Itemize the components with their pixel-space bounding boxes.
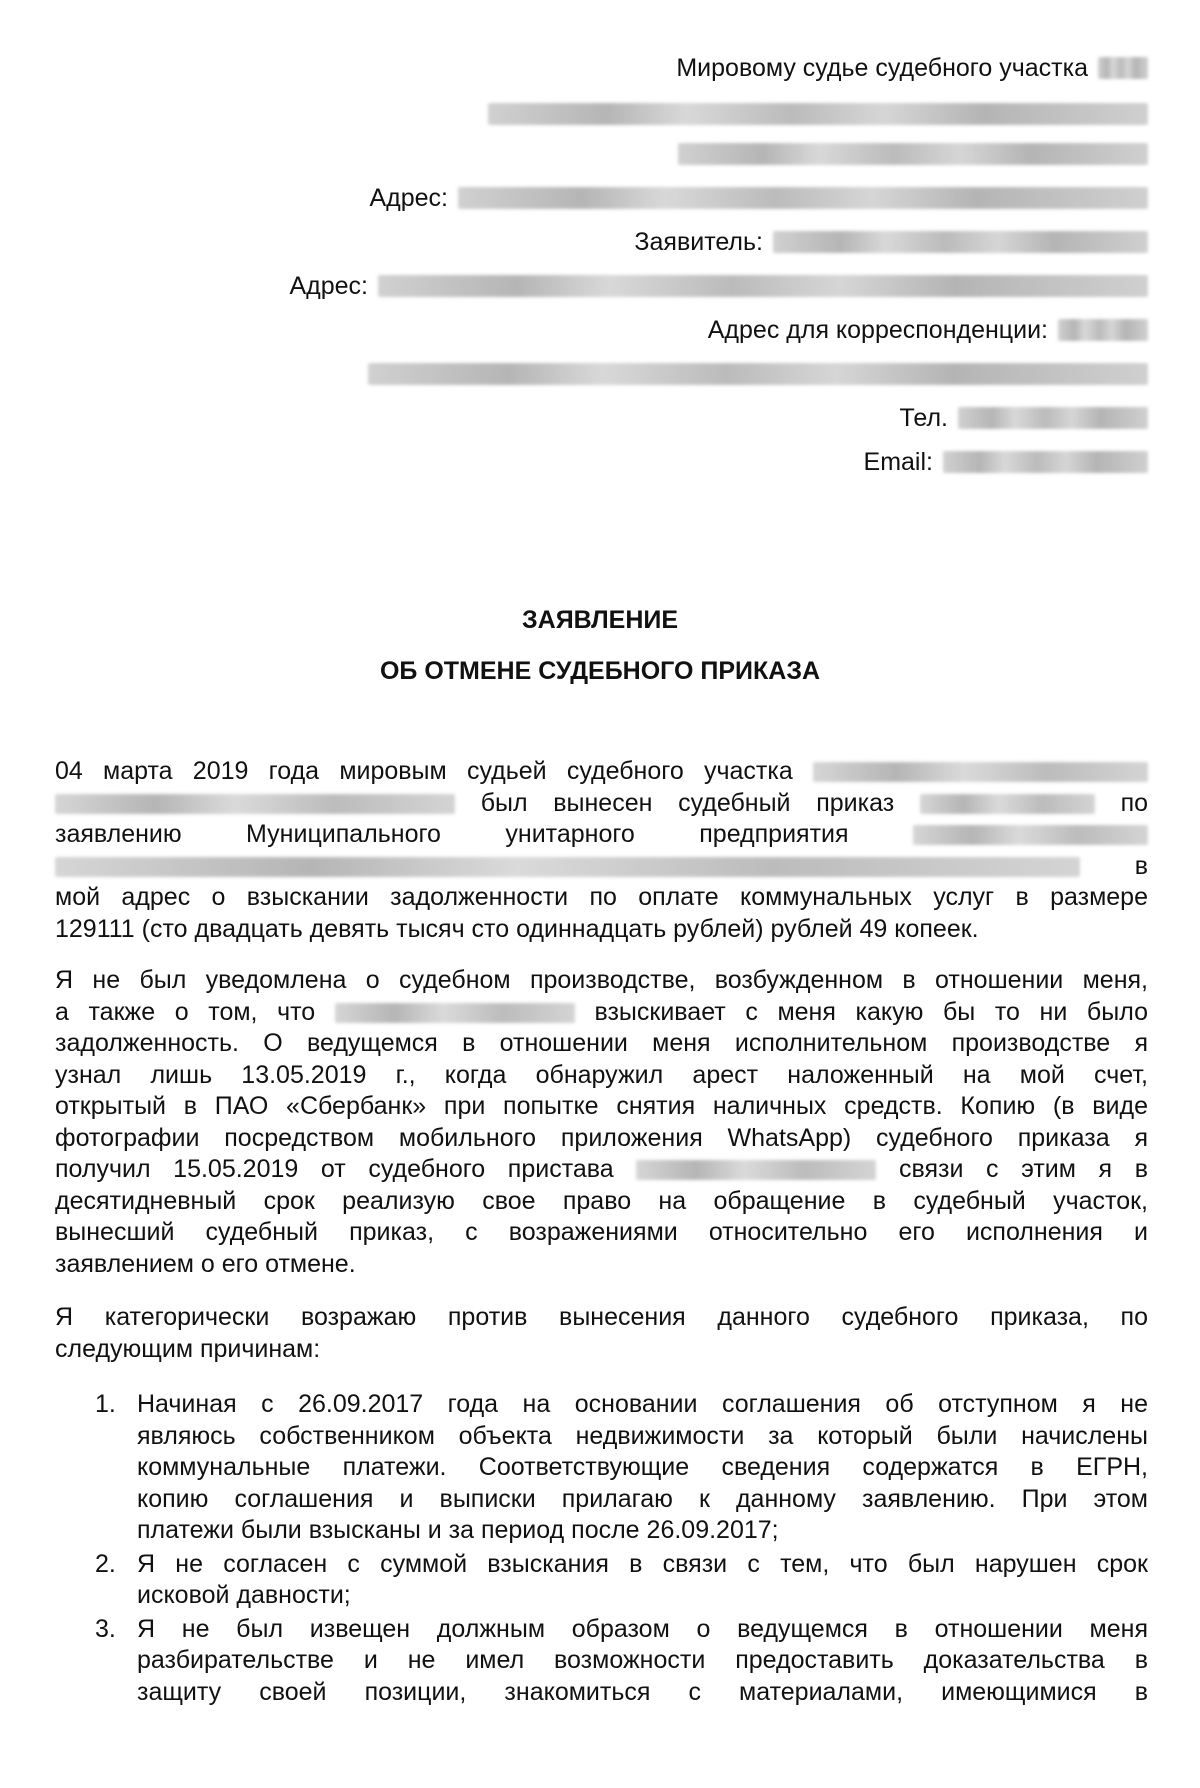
p2-text-7a: получил 15.05.2019 от судебного пристава: [55, 1155, 614, 1183]
list-item-number: 3.: [95, 1614, 116, 1643]
header-judge-line: [676, 48, 1148, 88]
header-email-line: [864, 442, 1148, 482]
redacted-bailiff-name: [636, 1160, 876, 1180]
p2-line-8: десятидневный срок реализую свое право на обращение в судебный участок,: [55, 1186, 1148, 1215]
redacted-email: [943, 451, 1148, 473]
paragraph-2: [55, 965, 1148, 1280]
redacted-creditor-name: [335, 1003, 575, 1023]
header-phone-line: [900, 398, 1148, 438]
p3-line-1: Я категорически возражаю против вынесения данного судебного приказа, по: [55, 1303, 1148, 1331]
list-item: [55, 1549, 1148, 1612]
list-item-number: 1.: [95, 1390, 116, 1418]
p2-line-3: задолженность. О ведущемся в отношении меня исполнительном производстве я: [55, 1029, 1148, 1057]
header-court-line-3: [668, 134, 1148, 174]
applicant-label: Заявитель:: [634, 227, 763, 256]
phone-label: Тел.: [899, 403, 948, 432]
email-label: Email:: [863, 447, 933, 476]
p2-line-6: фотографии посредством мобильного приложения WhatsApp) судебного приказа я: [55, 1123, 1148, 1152]
header-correspondence-line-2: [358, 354, 1148, 394]
p2-text-2b: взыскивает с меня какую бы то ни было: [594, 997, 1148, 1026]
list-item-line: коммунальные платежи. Соответствующие сведения содержатся в ЕГРН,: [137, 1453, 1148, 1481]
list-item-line: защиту своей позиции, знакомиться с материалами, имеющимися в: [137, 1677, 1148, 1706]
p2-line-5: открытый в ПАО «Сбербанк» при попытке снятия наличных средств. Копию (в виде: [55, 1092, 1148, 1120]
document-subtitle: ОБ ОТМЕНЕ СУДЕБНОГО ПРИКАЗА: [379, 657, 821, 685]
redacted-enterprise-name: [913, 825, 1148, 845]
redacted-court-number: [1098, 57, 1148, 79]
p2-text-2a: а также о том, что: [55, 997, 316, 1026]
p2-line-9: вынесший судебный приказ, с возражениями относительно его исполнения и: [55, 1218, 1148, 1246]
redacted-correspondence-index: [1058, 319, 1148, 341]
p1-text-3: заявлению Муниципального унитарного предприятия: [55, 820, 849, 848]
reasons-list: [55, 1389, 1148, 1708]
redacted-court-address: [458, 187, 1148, 209]
p2-line-4: узнал лишь 13.05.2019 г., когда обнаружил арест наложенный на мой счет,: [55, 1060, 1148, 1089]
p1-text-2b: по: [1120, 788, 1149, 817]
p1-text-2: был вынесен судебный приказ: [480, 788, 895, 817]
p2-line-7: [55, 1154, 1148, 1186]
redacted-applicant-name: [773, 231, 1148, 253]
paragraph-1: [55, 756, 1148, 945]
correspondence-label: Адрес для корреспонденции:: [707, 315, 1048, 344]
p2-line-10: заявлением о его отмене.: [55, 1249, 356, 1278]
p2-line-1: Я не был уведомлена о судебном производстве, возбужденном в отношении меня,: [55, 966, 1148, 994]
header-correspondence-line: [708, 310, 1148, 350]
p1-line-5: мой адрес о взыскании задолженности по оплате коммунальных услуг в размере: [55, 883, 1148, 911]
applicant-address-label: Адрес:: [289, 271, 368, 300]
p1-line-2: [55, 788, 1148, 820]
list-item-number: 2.: [95, 1549, 116, 1578]
list-item: [55, 1614, 1148, 1709]
p1-line-1: [55, 756, 1148, 788]
list-item-line: разбирательстве и не имел возможности предоставить доказательства в: [137, 1646, 1148, 1674]
redacted-enterprise-full: [55, 857, 1080, 877]
p1-line-6: 129111 (сто двадцать девять тысяч сто одиннадцать рублей) рублей 49 копеек.: [55, 914, 979, 943]
document-title: ЗАЯВЛЕНИЕ: [521, 606, 679, 634]
p1-line-3: [55, 819, 1148, 851]
redacted-order-number: [920, 794, 1095, 814]
redacted-judge-name: [678, 143, 1148, 165]
redacted-applicant-address: [378, 275, 1148, 297]
list-item-line: копию соглашения и выписки прилагаю к данному заявлению. При этом: [137, 1484, 1148, 1513]
list-item-line: Я не согласен с суммой взыскания в связи с тем, что был нарушен срок: [137, 1549, 1148, 1578]
redacted-court-name: [488, 103, 1148, 125]
header-judge-label: Мировому судье судебного участка: [676, 53, 1088, 82]
p2-line-2: [55, 997, 1148, 1029]
list-item-line: исковой давности;: [137, 1581, 351, 1609]
list-item-line: платежи были взысканы и за период после 26.09.2017;: [137, 1516, 779, 1544]
header-court-line-2: [478, 94, 1148, 134]
paragraph-3: [55, 1302, 1148, 1365]
list-item-line: Я не был извещен должным образом о ведущемся в отношении меня: [137, 1614, 1148, 1643]
p3-line-2: следующим причинам:: [55, 1334, 321, 1363]
p1-line-4: [55, 851, 1148, 883]
list-item-line: Начиная с 26.09.2017 года на основании соглашения об отступном я не: [137, 1390, 1148, 1418]
header-applicant-address-line: [289, 266, 1148, 306]
list-item-line: являюсь собственником объекта недвижимости за который были начислены: [137, 1421, 1148, 1450]
p1-text-1: 04 марта 2019 года мировым судьей судебного участка: [55, 757, 793, 785]
header-court-address-line: [369, 178, 1148, 218]
redacted-phone: [958, 407, 1148, 429]
p2-text-7b: связи с этим я в: [898, 1155, 1148, 1183]
header-applicant-line: [634, 222, 1148, 262]
redacted-judge-inline: [55, 794, 455, 814]
list-item: [55, 1389, 1148, 1547]
redacted-correspondence-address: [368, 363, 1148, 385]
court-address-label: Адрес:: [369, 183, 448, 212]
redacted-court-inline: [813, 762, 1148, 782]
p1-text-4: в: [1134, 851, 1148, 880]
